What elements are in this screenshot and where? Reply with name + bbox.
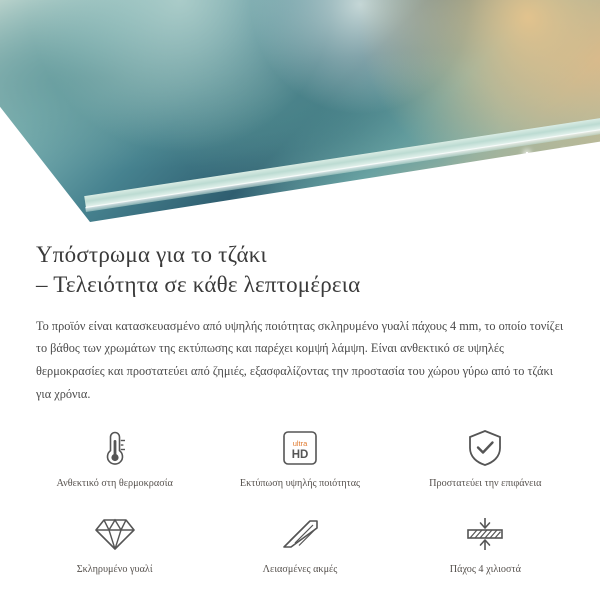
diamond-icon xyxy=(94,512,136,556)
headline-line-1: Υπόστρωμα για το τζάκι xyxy=(36,242,267,267)
feature-label: Εκτύπωση υψηλής ποιότητας xyxy=(239,477,361,489)
content-block xyxy=(0,222,600,406)
feature-label: Λειασμένες ακμές xyxy=(262,563,338,575)
feature-polished-edges xyxy=(207,512,392,576)
ultra-hd-icon xyxy=(281,426,319,470)
feature-surface-protection xyxy=(393,426,578,490)
sparkle-small-icon xyxy=(554,150,574,170)
feature-row-top xyxy=(22,426,578,490)
feature-print-quality xyxy=(207,426,392,490)
page-title xyxy=(36,240,564,301)
headline-line-2: – Τελειότητα σε κάθε λεπτομέρεια xyxy=(36,272,361,298)
svg-text:HD: HD xyxy=(291,448,309,461)
feature-row-bottom xyxy=(22,512,578,576)
svg-text:ultra: ultra xyxy=(292,438,308,448)
hero-image xyxy=(0,0,600,222)
feature-label: Πάχος 4 χιλιοστά xyxy=(449,563,521,575)
feature-row-spacer xyxy=(22,490,578,512)
feature-grid xyxy=(0,426,600,577)
thickness-gauge-icon xyxy=(464,512,506,556)
description-paragraph: Το προϊόν είναι κατασκευασμένο από υψηλής ποιότητας σκληρυμένο γυαλί πάχους 4 mm, το οποίο τονίζει το βάθος των χρωμάτων της εκτύπωσης και παρέχει κομψή λάμψη. Είναι ανθεκτικό σε υψηλές θερμοκρασίες και προστατεύει από ζημιές, εξασφαλίζοντας την προστασία του χώρου γύρω από το τζάκι για χρόνια. xyxy=(36,318,564,401)
feature-label: Σκληρυμένο γυαλί xyxy=(76,563,153,575)
shield-check-icon xyxy=(466,426,504,470)
feature-tempered-glass xyxy=(22,512,207,576)
feature-label: Ανθεκτικό στη θερμοκρασία xyxy=(56,477,173,489)
feature-label: Προστατεύει την επιφάνεια xyxy=(429,477,542,489)
feature-temperature-resistant xyxy=(22,426,207,490)
polished-edges-icon xyxy=(280,512,320,556)
thermometer-icon xyxy=(98,426,132,470)
feature-thickness xyxy=(393,512,578,576)
